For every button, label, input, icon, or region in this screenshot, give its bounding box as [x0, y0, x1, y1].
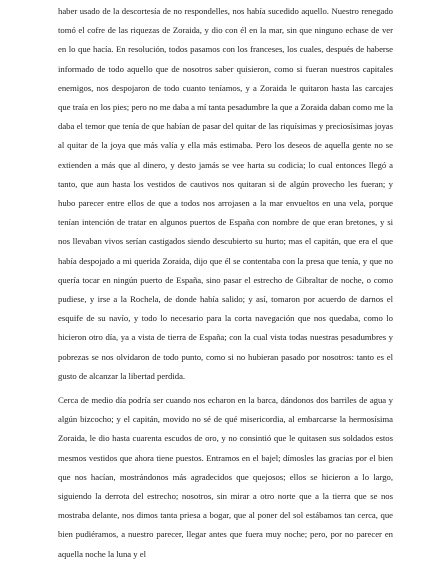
paragraph-1: haber usado de la descortesía de no respondelles, nos había sucedido aquello. Nuestro renegado tomó el cofre de las riquezas de Zoraida, y dio con él en la mar, sin que ninguno echase de ver en lo que hacía. En resolución, todos pasamos con los franceses, los cuales, después de haberse informado de todo aquello que de nosotros saber quisieron, como si fueran nuestros capitales enemigos, nos despojaron de todo cuanto teníamos, y a Zoraida le quitaron hasta las carcajes que traía en los pies; pero no me daba a mí tanta pesadumbre la que a Zoraida daban como me la daba el temor que tenía de que habían de pasar del quitar de las riquísimas y preciosísimas joyas al quitar de la joya que más valía y ella más estimaba. Pero los deseos de aquella gente no se extienden a más que al dinero, y desto jamás se vee harta su codicia; lo cual entonces llegó a tanto, que aun hasta los vestidos de cautivos nos quitaran si de algún provecho les fueran; y hubo parecer entre ellos de que a todos nos arrojasen a la mar envueltos en una vela, porque tenían intención de tratar en algunos puertos de España con nombre de que eran bretones, y si nos llevaban vivos serían castigados siendo descubierto su hurto; mas el capitán, que era el que había despojado a mi querida Zoraida, dijo que él se contentaba con la presa que tenía, y que no quería tocar en ningún puerto de España, sino pasar el estrecho de Gibraltar de noche, o como pudiese, y irse a la Rochela, de donde había salido; y así, tomaron por acuerdo de darnos el esquife de su navío, y todo lo necesario para la corta navegación que nos quedaba, como lo hicieron otro día, ya a vista de tierra de España; con la cual vista todas nuestras pesadumbres y pobrezas se nos olvidaron de todo punto, como si no hubieran pasado por nosotros: tanto es el gusto de alcanzar la libertad perdida.	[58, 6, 393, 381]
paragraph-2: Cerca de medio día podría ser cuando nos echaron en la barca, dándonos dos barriles de agua y algún bizcocho; y el capitán, movido no sé de qué misericordia, al embarcarse la hermosísima Zoraida, le dio hasta cuarenta escudos de oro, y no consintió que le quitasen sus soldados estos mesmos vestidos que ahora tiene puestos. Entramos en el bajel; dímosles las gracias por el bien que nos hacían, mostrándonos más agradecidos que quejosos; ellos se hicieron a lo largo, siguiendo la derrota del estrecho; nosotros, sin mirar a otro norte que a la tierra que se nos mostraba delante, nos dimos tanta priesa a bogar, que al poner del sol estábamos tan cerca, que bien pudiéramos, a nuestro parecer, llegar antes que fuera muy noche; pero, por no parecer en aquella noche la luna y el	[58, 395, 393, 559]
